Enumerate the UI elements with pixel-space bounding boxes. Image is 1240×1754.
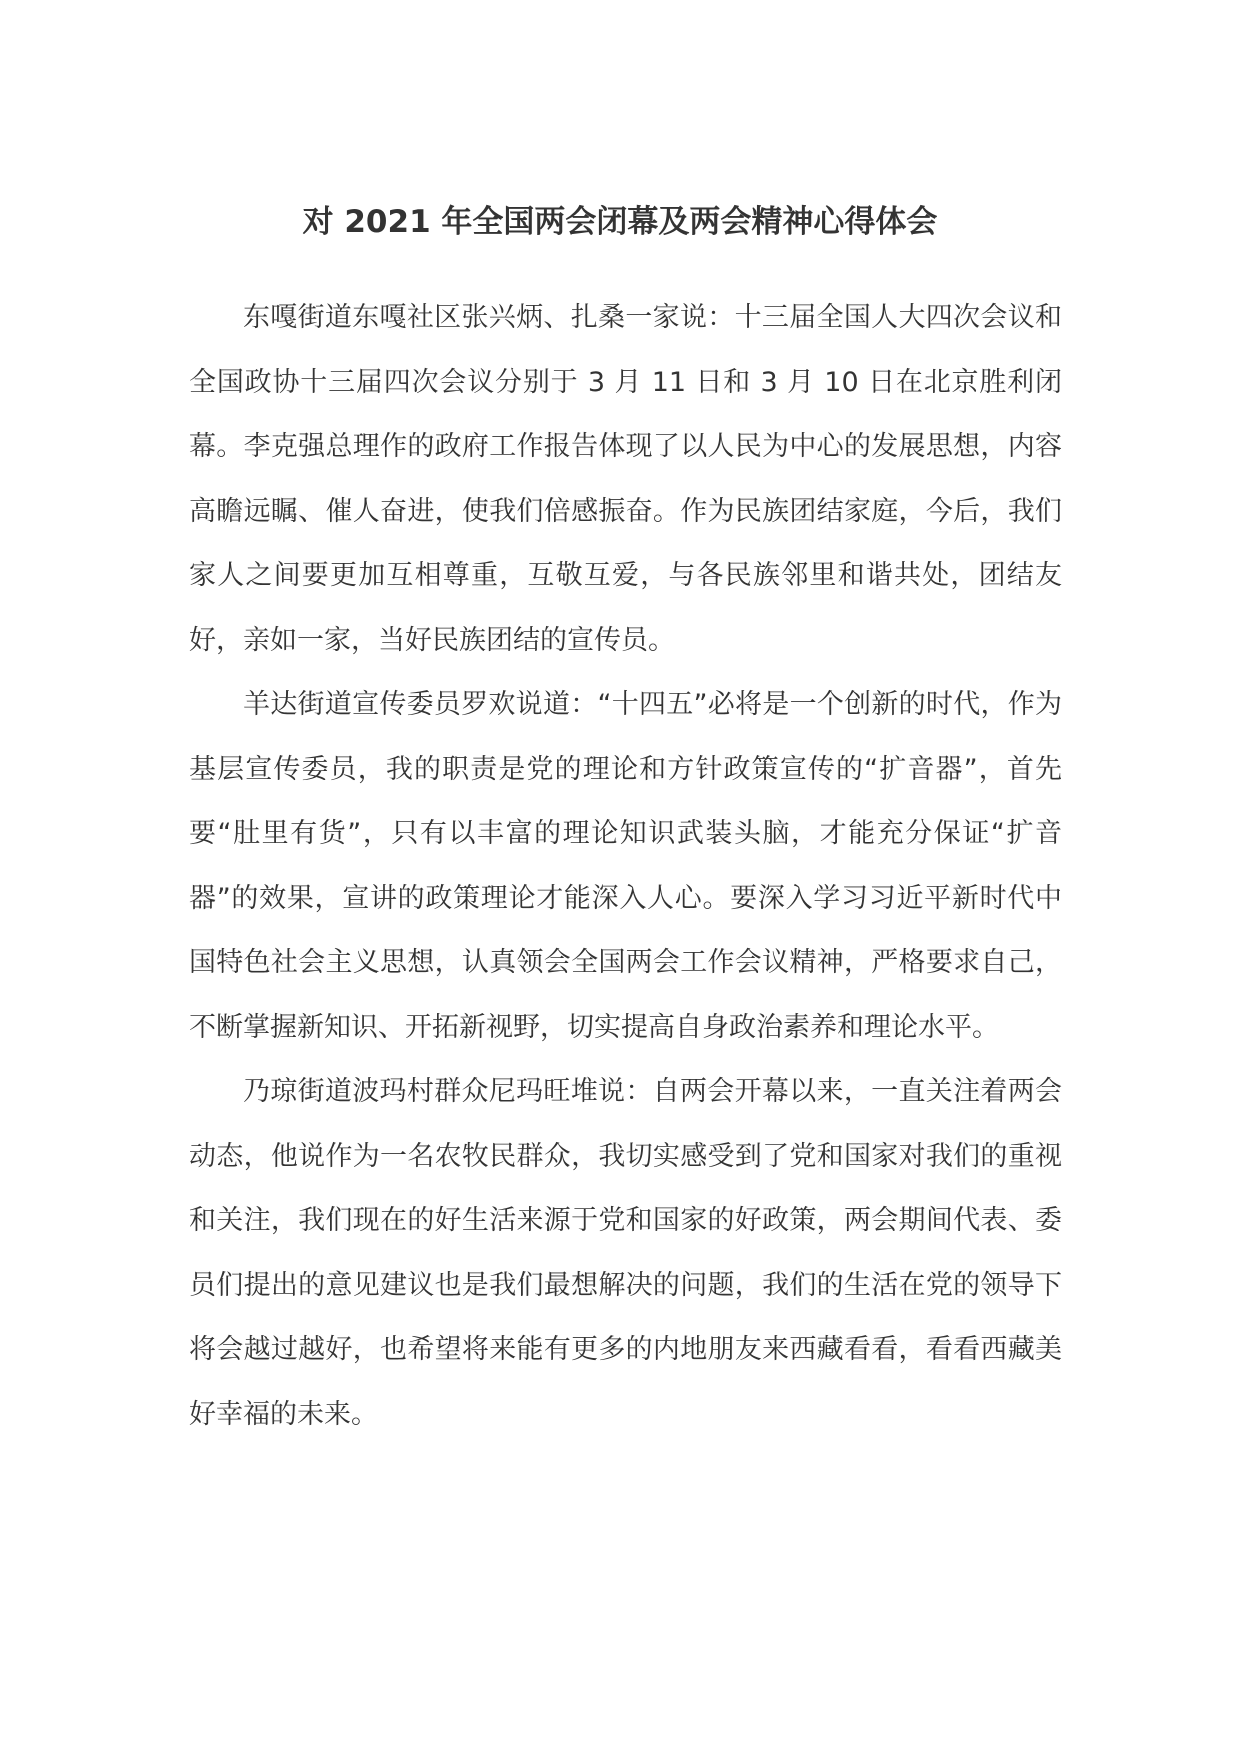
paragraph-donggar-family: 东嘎街道东嘎社区张兴炳、扎桑一家说：十三届全国人大四次会议和全国政协十三届四次会议分别于 3 月 11 日和 3 月 10 日在北京胜利闭幕。李克强总理作的政府工作报告体现了以人民为中心的发展思想，内容高瞻远瞩、催人奋进，使我们倍感振奋。作为民族团结家庭，今后，我们家人之间要更加互相尊重，互敬互爱，与各民族邻里和谐共处，团结友好，亲如一家，当好民族团结的宣传员。 <box>189 302 1062 656</box>
document-body <box>189 286 1062 1447</box>
document-title: 对 2021 年全国两会闭幕及两会精神心得体会 <box>302 204 938 240</box>
paragraph-yangda-publicity: 羊达街道宣传委员罗欢说道：“十四五”必将是一个创新的时代，作为基层宣传委员，我的职责是党的理论和方针政策宣传的“扩音器”，首先要“肚里有货”，只有以丰富的理论知识武装头脑，才能充分保证“扩音器”的效果，宣讲的政策理论才能深入人心。要深入学习习近平新时代中国特色社会主义思想，认真领会全国两会工作会议精神，严格要求自己，不断掌握新知识、开拓新视野，切实提高自身政治素养和理论水平。 <box>189 689 1062 1043</box>
paragraph-naiqiong-villager: 乃琼街道波玛村群众尼玛旺堆说：自两会开幕以来，一直关注着两会动态，他说作为一名农牧民群众，我切实感受到了党和国家对我们的重视和关注，我们现在的好生活来源于党和国家的好政策，两会期间代表、委员们提出的意见建议也是我们最想解决的问题，我们的生活在党的领导下将会越过越好，也希望将来能有更多的内地朋友来西藏看看，看看西藏美好幸福的未来。 <box>189 1076 1062 1430</box>
